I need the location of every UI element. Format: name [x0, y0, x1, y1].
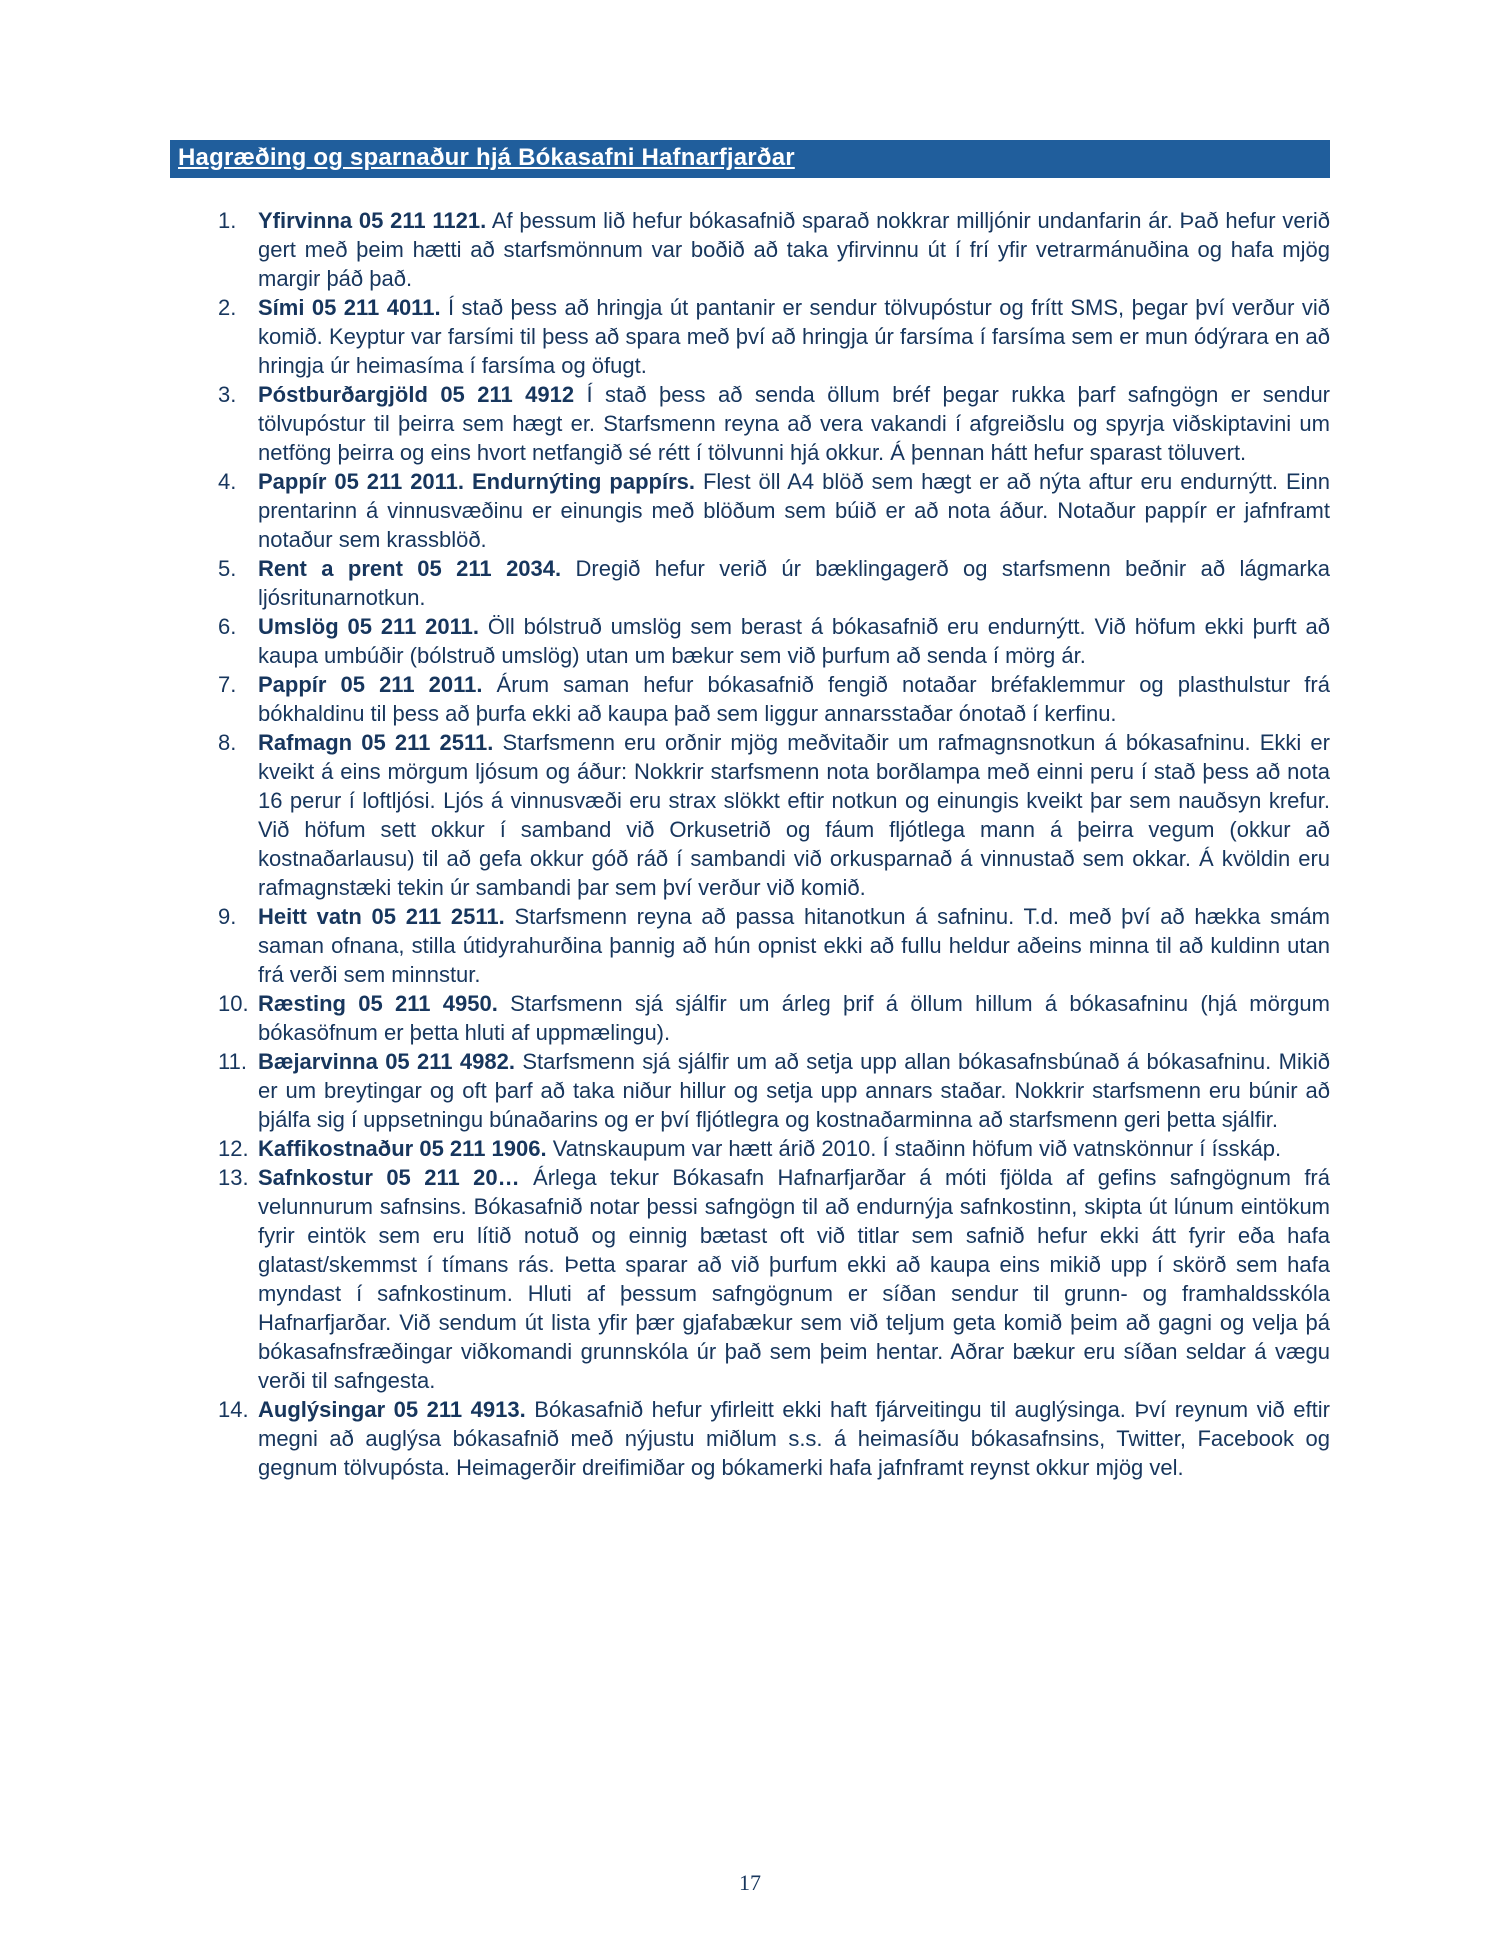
item-lead: Ræsting 05 211 4950.: [258, 991, 498, 1016]
item-text: [258, 1163, 1330, 1395]
item-number: 12.: [218, 1136, 249, 1161]
list-item: [218, 554, 1330, 612]
item-text: [258, 467, 1330, 554]
item-text: [258, 206, 1330, 293]
item-lead: Rent a prent 05 211 2034.: [258, 556, 562, 581]
list-item: [218, 293, 1330, 380]
item-number: 8.: [218, 730, 237, 755]
list-item: [218, 1134, 1330, 1163]
item-text: [258, 670, 1330, 728]
item-number: 2.: [218, 295, 237, 320]
item-body: Vatnskaupum var hætt árið 2010. Í staðinn höfum við vatnskönnur í ísskáp.: [552, 1136, 1282, 1161]
list-item: [218, 206, 1330, 293]
item-text: [258, 1395, 1330, 1482]
list-item: [218, 467, 1330, 554]
savings-list: [170, 206, 1330, 1482]
item-number: 1.: [218, 208, 237, 233]
item-lead: Pappír 05 211 2011. Endurnýting pappírs.: [258, 469, 695, 494]
item-body: Bókasafnið hefur yfirleitt ekki haft fjárveitingu til auglýsinga. Því reynum við eftir megni að auglýsa bókasafnið með nýjustu miðlum s.s. á heimasíðu bókasafnsins, Twitter, Facebook og gegnum tölvupósta. Heimagerðir dreifimiðar og bókamerki hafa jafnframt reynst okkur mjög vel.: [258, 1397, 1330, 1480]
item-number: 6.: [218, 614, 237, 639]
item-number: 5.: [218, 556, 237, 581]
item-lead: Bæjarvinna 05 211 4982.: [258, 1049, 515, 1074]
list-item: [218, 1395, 1330, 1482]
item-text: [258, 554, 1330, 612]
list-item: [218, 612, 1330, 670]
item-lead: Rafmagn 05 211 2511.: [258, 730, 494, 755]
item-body: Starfsmenn sjá sjálfir um að setja upp allan bókasafnsbúnað á bókasafninu. Mikið er um breytingar og oft þarf að taka niður hillur og setja upp annars staðar. Nokkrir starfsmenn eru búnir að þjálfa sig í uppsetningu búnaðarins og er því fljótlegra og kostnaðarminna að starfsmenn geri þetta sjálfir.: [258, 1049, 1330, 1132]
item-text: [258, 989, 1330, 1047]
list-item: [218, 989, 1330, 1047]
item-text: [258, 1047, 1330, 1134]
item-body: Í stað þess að hringja út pantanir er sendur tölvupóstur og frítt SMS, þegar því verður við komið. Keyptur var farsími til þess að spara með því að hringja úr farsíma í farsíma sem er mun ódýrara en að hringja úr heimasíma í farsíma og öfugt.: [258, 295, 1330, 378]
list-item: [218, 1163, 1330, 1395]
item-lead: Safnkostur 05 211 20…: [258, 1165, 520, 1190]
item-body: Af þessum lið hefur bókasafnið sparað nokkrar milljónir undanfarin ár. Það hefur verið gert með þeim hætti að starfsmönnum var boðið að taka yfirvinnu út í frí yfir vetrarmánuðina og hafa mjög margir þáð það.: [258, 208, 1331, 291]
item-number: 7.: [218, 672, 237, 697]
item-lead: Póstburðargjöld 05 211 4912: [258, 382, 575, 407]
item-body: Starfsmenn sjá sjálfir um árleg þrif á öllum hillum á bókasafninu (hjá mörgum bókasöfnum er þetta hluti af uppmælingu).: [258, 991, 1330, 1045]
section-header-title: Hagræðing og sparnaður hjá Bókasafni Hafnarfjarðar: [178, 144, 795, 171]
item-lead: Yfirvinna 05 211 1121.: [258, 208, 487, 233]
item-text: [258, 902, 1330, 989]
item-body: Dregið hefur verið úr bæklingagerð og starfsmenn beðnir að lágmarka ljósritunarnotkun.: [258, 556, 1330, 610]
item-lead: Pappír 05 211 2011.: [258, 672, 483, 697]
item-lead: Auglýsingar 05 211 4913.: [258, 1397, 526, 1422]
list-item: [218, 728, 1330, 902]
page-number: 17: [739, 1870, 761, 1895]
item-body: Öll bólstruð umslög sem berast á bókasafnið eru endurnýtt. Við höfum ekki þurft að kaupa umbúðir (bólstruð umslög) utan um bækur sem við þurfum að senda í mörg ár.: [258, 614, 1330, 668]
item-body: Í stað þess að senda öllum bréf þegar rukka þarf safngögn er sendur tölvupóstur til þeirra sem hægt er. Starfsmenn reyna að vera vakandi í afgreiðslu og spyrja viðskiptavini um netföng þeirra og eins hvort netfangið sé rétt í tölvunni hjá okkur. Á þennan hátt hefur sparast töluvert.: [258, 382, 1330, 465]
item-lead: Kaffikostnaður 05 211 1906.: [258, 1136, 547, 1161]
item-number: 9.: [218, 904, 237, 929]
item-body: Starfsmenn reyna að passa hitanotkun á safninu. T.d. með því að hækka smám saman ofnana, stilla útidyrahurðina þannig að hún opnist ekki að fullu heldur aðeins minna til að kuldinn utan frá verði sem minnstur.: [258, 904, 1330, 987]
item-body: Árlega tekur Bókasafn Hafnarfjarðar á móti fjölda af gefins safngögnum frá velunnurum safnsins. Bókasafnið notar þessi safngögn til að endurnýja safnkostinn, skipta út lúnum eintökum fyrir eintök sem eru lítið notuð og einnig bætast oft við titlar sem safnið hefur ekki átt fyrir eða hafa glatast/skemmst í tímans rás. Þetta sparar að við þurfum ekki að kaupa eins mikið upp í skörð sem hafa myndast í safnkostinum. Hluti af þessum safngögnum er síðan sendur til grunn- og framhaldsskóla Hafnarfjarðar. Við sendum út lista yfir þær gjafabækur sem við teljum geta komið þeim að gagni og velja þá bókasafnsfræðingar viðkomandi grunnskóla úr það sem þeim hentar. Aðrar bækur eru síðan seldar á vægu verði til safngesta.: [258, 1165, 1330, 1393]
item-text: [258, 1134, 1330, 1163]
item-lead: Umslög 05 211 2011.: [258, 614, 479, 639]
item-number: 11.: [218, 1049, 247, 1074]
item-number: 14.: [218, 1397, 249, 1422]
item-body: Árum saman hefur bókasafnið fengið notaðar bréfaklemmur og plasthulstur frá bókhaldinu til þess að þurfa ekki að kaupa það sem liggur annarsstaðar ónotað í kerfinu.: [258, 672, 1330, 726]
list-item: [218, 902, 1330, 989]
item-text: [258, 612, 1330, 670]
item-text: [258, 380, 1330, 467]
item-lead: Sími 05 211 4011.: [258, 295, 441, 320]
section-header-bar: [170, 140, 1330, 178]
item-lead: Heitt vatn 05 211 2511.: [258, 904, 505, 929]
list-item: [218, 380, 1330, 467]
item-number: 3.: [218, 382, 237, 407]
item-text: [258, 728, 1330, 902]
item-number: 13.: [218, 1165, 249, 1190]
list-item: [218, 670, 1330, 728]
item-text: [258, 293, 1330, 380]
item-body: Starfsmenn eru orðnir mjög meðvitaðir um rafmagnsnotkun á bókasafninu. Ekki er kveikt á eins mörgum ljósum og áður: Nokkrir starfsmenn nota borðlampa með einni peru í stað þess að nota 16 perur í loftljósi. Ljós á vinnusvæði eru strax slökkt eftir notkun og einungis kveikt þar sem nauðsyn krefur. Við höfum sett okkur í samband við Orkusetrið og fáum fljótlega mann á þeirra vegum (okkur að kostnaðarlausu) til að gefa okkur góð ráð í sambandi við orkusparnað á vinnustað sem okkar. Á kvöldin eru rafmagnstæki tekin úr sambandi þar sem því verður við komið.: [258, 730, 1330, 900]
list-item: [218, 1047, 1330, 1134]
item-number: 4.: [218, 469, 237, 494]
item-number: 10.: [218, 991, 249, 1016]
item-body: Flest öll A4 blöð sem hægt er að nýta aftur eru endurnýtt. Einn prentarinn á vinnusvæðinu er einungis með blöðum sem búið er að nota áður. Notaður pappír er jafnframt notaður sem krassblöð.: [258, 469, 1330, 552]
